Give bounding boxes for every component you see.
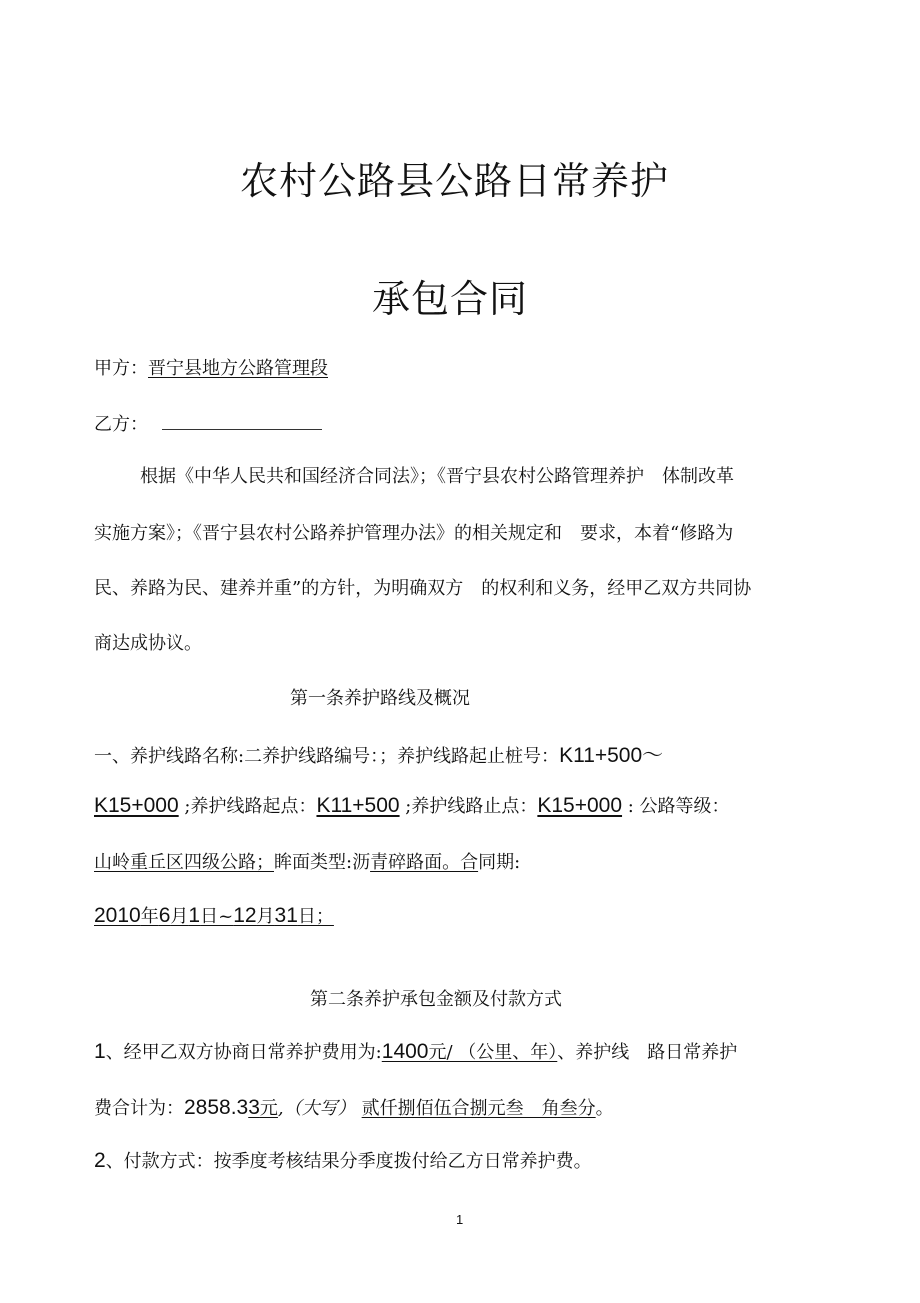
end-point-value: K15+000 [537,794,623,817]
section2-item-2 [94,1147,592,1173]
party-a-label: 甲方： [94,358,148,379]
section2-item-1-cont [94,1094,614,1120]
route-info-text: 一、养护线路名称:二养护线路编号：；养护线路起止桩号： [94,746,560,767]
section1-row-1 [94,739,663,769]
intro-line-3: 民、养路为民、建养并重”的方针，为明确双方 的权利和义务，经甲乙双方共同协 [94,578,752,599]
fee-upper-value: 贰仟捌佰伍合捌元叁 角叁分 [361,1098,596,1119]
intro-line-2: 实施方案》；《晋宁县农村公路养护管理办法》的相关规定和 要求，本着“修路为 [94,523,734,544]
section2-item-1 [94,1038,737,1064]
fee-end-mark: 。 [595,1098,614,1119]
party-a-value: 晋宁县地方公路管理段 [148,358,328,379]
road-grade-value: 山岭重丘区四级公路； [94,852,274,873]
party-b-blank [162,415,322,430]
start-point-value: K11+500 [316,794,400,817]
contract-period-value: 2010年6月1日~12月31日； [94,904,334,927]
stake-end-value: K15+000 [94,794,179,817]
title-line-1: 农村公路县公路日常养护 [240,159,670,203]
intro-line-1: 根据《中华人民共和国经济合同法》；《晋宁县农村公路管理养护 体制改革 [140,466,734,487]
item-1-number: 1 [94,1040,106,1063]
end-point-label: ;养护线路止点： [399,796,538,817]
fee-rate-label: 、经甲乙双方协商日常养护费用为: [105,1042,382,1063]
page-number: 1 [456,1212,464,1227]
title-line-2: 承包合同 [372,277,529,321]
item-2-number: 2 [94,1149,106,1172]
party-b-label: 乙方： [94,414,148,435]
fee-total-value-b: 3元 [248,1096,278,1119]
surface-type-label: 眸面类型:沥 [274,852,371,873]
surface-type-value: 青碎路面。合 [370,852,479,873]
road-grade-label: : 公路等级： [622,796,730,817]
section2-heading: 第二条养护承包金额及付款方式 [310,989,562,1010]
fee-rate-rest: 、养护线 路日常养护 [557,1042,738,1063]
stake-start-value: K11+500～ [559,744,664,767]
start-point-label: ;养护线路起点： [178,796,317,817]
contract-period-label: 同期: [478,852,521,873]
fee-upper-label: ,（大写） [277,1098,356,1119]
fee-rate-value: 1400元/ （公里、年） [381,1040,558,1063]
party-b [94,410,322,436]
section1-heading: 第一条养护路线及概况 [290,688,470,709]
payment-method-text: 、付款方式：按季度考核结果分季度拨付给乙方日常养护费。 [105,1151,592,1172]
section1-row-3 [94,848,520,874]
fee-total-label: 费合计为： [94,1098,184,1119]
fee-total-value-a: 2858.3 [184,1096,249,1119]
intro-line-4: 商达成协议。 [94,633,202,654]
section1-row-2 [94,792,730,818]
party-a [94,354,328,380]
